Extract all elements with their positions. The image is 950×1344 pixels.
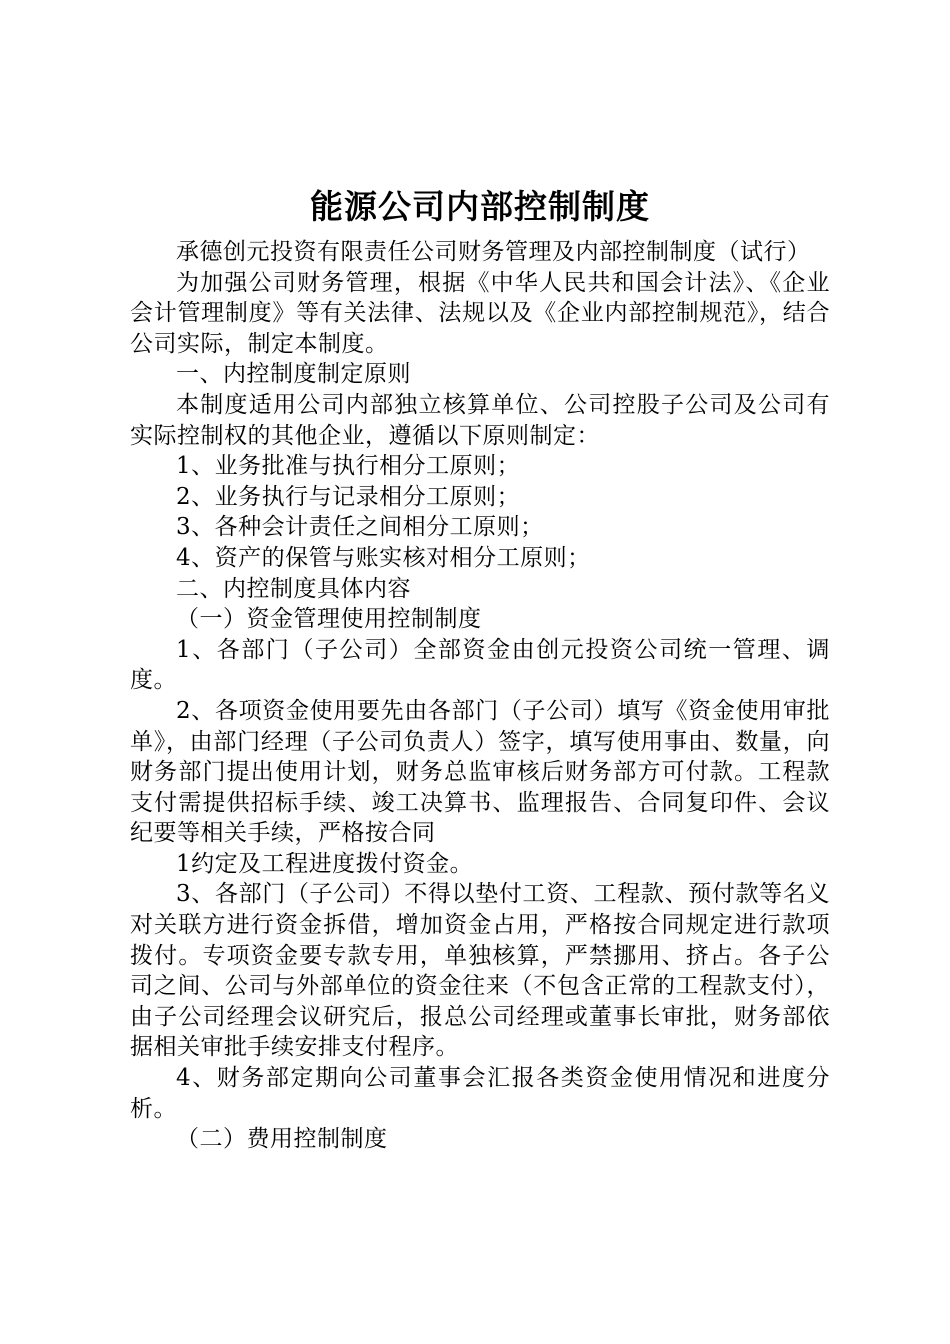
list-item-funds-4: 4、财务部定期向公司董事会汇报各类资金使用情况和进度分析。 [130, 1065, 830, 1122]
subsection-heading-expenses: （二）费用控制制度 [176, 1126, 388, 1153]
list-item-principle-4: 4、资产的保管与账实核对相分工原则； [176, 544, 591, 571]
list-item-funds-1: 1、各部门（子公司）全部资金由创元投资公司统一管理、调度。 [130, 636, 830, 694]
section-heading-content: 二、内控制度具体内容 [176, 575, 411, 602]
list-item-funds-3: 3、各部门（子公司）不得以垫付工资、工程款、预付款等名义对关联方进行资金拆借，增加资金占用，严格按合同规定进行款项拨付。专项资金要专款专用，单独核算，严禁挪用、挤占。各子公司之间、公司与外部单位的资金往来（不包含正常的工程款支付），由子公司经理会议研究后，报总公司经理或董事长审批，财务部依据相关审批手续安排支付程序。 [130, 881, 830, 1061]
paragraph-scope: 本制度适用公司内部独立核算单位、公司控股子公司及公司有实际控制权的其他企业，遵循以下原则制定： [130, 391, 830, 449]
subsection-heading-funds: （一）资金管理使用控制制度 [176, 606, 482, 633]
list-item-principle-1: 1、业务批准与执行相分工原则； [176, 453, 521, 480]
section-heading-principles: 一、内控制度制定原则 [176, 361, 411, 388]
list-item-principle-3: 3、各种会计责任之间相分工原则； [176, 514, 544, 541]
document-page [130, 185, 830, 1155]
list-item-funds-2: 2、各项资金使用要先由各部门（子公司）填写《资金使用审批单》，由部门经理（子公司负责人）签字，填写使用事由、数量，向财务部门提出使用计划，财务总监审核后财务部方可付款。工程款支付需提供招标手续、竣工决算书、监理报告、合同复印件、会议纪要等相关手续，严格按合同 [130, 697, 830, 847]
list-item-principle-2: 2、业务执行与记录相分工原则； [176, 483, 521, 510]
document-body [130, 237, 830, 1155]
list-item-funds-2-cont: 1约定及工程进度拨付资金。 [176, 850, 474, 877]
paragraph-intro: 为加强公司财务管理，根据《中华人民共和国会计法》、《企业会计管理制度》等有关法律、法规以及《企业内部控制规范》，结合公司实际，制定本制度。 [130, 269, 830, 357]
paragraph-heading-company: 承德创元投资有限责任公司财务管理及内部控制制度（试行） [176, 239, 811, 265]
document-title: 能源公司内部控制制度 [310, 187, 650, 226]
